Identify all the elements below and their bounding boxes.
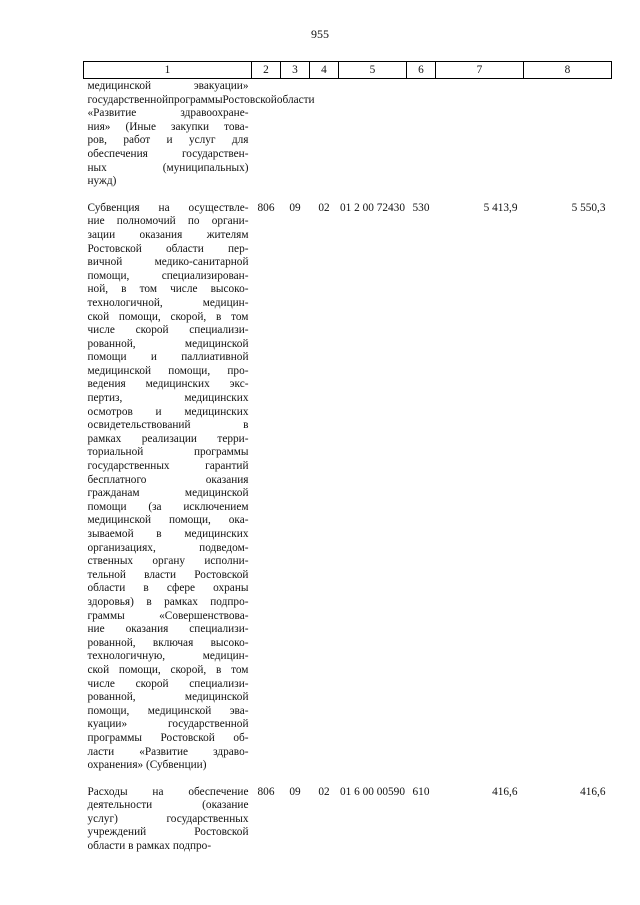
cell-administrator: 806 [257, 785, 275, 798]
description-line: учреждений Ростовской [87, 826, 249, 839]
header-cell: 1 [84, 62, 252, 79]
table-header-row [84, 62, 612, 79]
description-line: технологичной, медицин- [87, 296, 249, 309]
cell-amount-1: 5 413,9 [483, 201, 518, 214]
description-line: ториальной программы [87, 446, 249, 459]
description-line: гражданам медицинской [87, 487, 249, 500]
description-line: программы Ростовской об- [87, 731, 249, 744]
description-line: деятельности (оказание [87, 799, 249, 812]
description-line: услуг) государственных [87, 812, 249, 825]
description-line: ных (муниципальных) [87, 161, 249, 174]
description-line: области в сфере охраны [87, 582, 249, 595]
description-line: помощи (за исключением [87, 500, 249, 513]
cell-section: 09 [289, 785, 301, 798]
description-line: ров, работ и услуг для [87, 134, 249, 147]
header-cell: 5 [339, 62, 407, 79]
header-cell: 7 [436, 62, 524, 79]
cell-target-article: 01 2 00 72430 [340, 201, 405, 214]
description-line: рамках реализации терри- [87, 432, 249, 445]
description-line: медицинской помощи, ока- [87, 514, 249, 527]
description-line: охранения» (Субвенции) [87, 759, 207, 772]
cell-administrator: 806 [257, 201, 275, 214]
row-description [84, 785, 252, 854]
cell-subsection: 02 [318, 785, 330, 798]
description-line: помощи и паллиативной [87, 351, 249, 364]
description-line: освидетельствований в [87, 419, 249, 432]
table-row [84, 785, 612, 854]
description-line: тельной власти Ростовской [87, 568, 249, 581]
description-line: Ростовской области пер- [87, 242, 249, 255]
header-cell: 6 [407, 62, 436, 79]
cell-expense-type: 530 [412, 201, 430, 214]
description-line: ведения медицинских экс- [87, 378, 249, 391]
description-line: помощи, медицинской эва- [87, 704, 249, 717]
description-line: Расходы на обеспечение [87, 785, 249, 798]
budget-table [83, 61, 612, 854]
cell-target-article: 01 6 00 00590 [340, 785, 405, 798]
description-line: вичной медико-санитарной [87, 256, 249, 269]
description-line: «Развитие здравоохране- [87, 107, 249, 120]
cell-expense-type: 610 [412, 785, 430, 798]
description-line: здоровья) в рамках подпро- [87, 595, 249, 608]
row-description [84, 79, 315, 201]
cell-amount-1 [436, 79, 524, 201]
description-line: зации оказания жителям [87, 228, 249, 241]
description-line: обеспечения государствен- [87, 147, 249, 160]
header-cell: 2 [252, 62, 281, 79]
cell-amount-1: 416,6 [492, 785, 518, 798]
cell-amount-2 [524, 79, 612, 201]
description-line: ной, в том числе высоко- [87, 283, 249, 296]
row-description [84, 201, 252, 785]
header-cell: 3 [281, 62, 310, 79]
description-line: пертиз, медицинских [87, 392, 249, 405]
description-line: ния» (Иные закупки това- [87, 120, 249, 133]
description-line: государственных гарантий [87, 460, 249, 473]
description-line: ние оказания специализи- [87, 623, 249, 636]
description-line: осмотров и медицинских [87, 405, 249, 418]
description-line: зываемой в медицинских [87, 528, 249, 540]
description-line: ской помощи, скорой, в том [87, 663, 249, 676]
description-line: рованной, включая высоко- [87, 636, 249, 649]
table-row [84, 79, 612, 201]
description-line: бесплатного оказания [87, 473, 249, 486]
cell-section: 09 [289, 201, 301, 214]
description-line: организациях, подведом- [87, 541, 249, 554]
description-line: рованной, медицинской [87, 691, 249, 704]
description-line: числе скорой специализи- [87, 324, 249, 337]
description-line: ласти «Развитие здраво- [87, 745, 249, 758]
cell-subsection: 02 [318, 201, 330, 214]
description-line: ственных органу исполни- [87, 555, 249, 568]
description-line: медицинской эвакуации» [87, 80, 249, 92]
cell-expense-type [407, 79, 436, 201]
description-line: Субвенция на осуществле- [87, 201, 249, 214]
description-line: государственной программы Ростовской области [87, 93, 315, 106]
cell-amount-2: 5 550,3 [571, 201, 606, 214]
description-line: помощи, специализирован- [87, 269, 249, 282]
description-line: ние полномочий по органи- [87, 215, 249, 228]
page-number: 955 [311, 27, 329, 41]
description-line: рованной, медицинской [87, 337, 249, 350]
description-line: области в рамках подпро- [87, 840, 212, 853]
header-cell: 4 [310, 62, 339, 79]
description-line: нужд) [87, 175, 117, 188]
header-cell: 8 [524, 62, 612, 79]
description-line: граммы «Совершенствова- [87, 609, 249, 622]
cell-amount-2: 416,6 [580, 785, 606, 798]
table-row [84, 201, 612, 785]
description-line: числе скорой специализи- [87, 677, 249, 690]
cell-target-article [339, 79, 407, 201]
description-line: куации» государственной [87, 718, 249, 731]
description-line: технологичную, медицин- [87, 650, 249, 663]
description-line: ской помощи, скорой, в том [87, 310, 249, 323]
description-line: медицинской помощи, про- [87, 364, 249, 377]
